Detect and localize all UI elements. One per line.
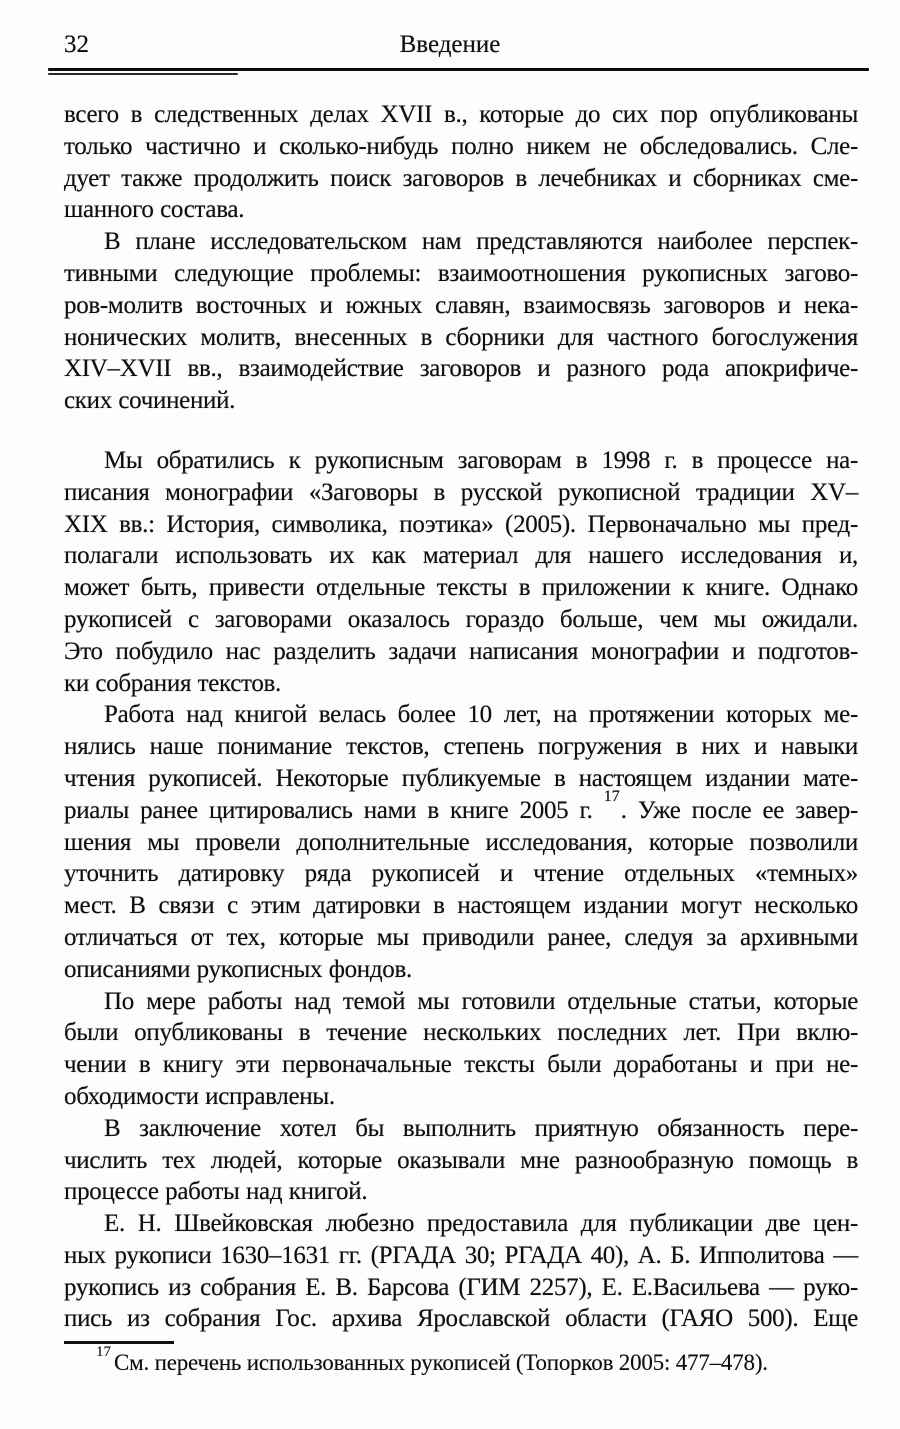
paragraph — [64, 226, 858, 417]
text-line: рукописей с заговорами оказалось гораздо больше, чем мы ожидали. — [64, 605, 858, 633]
footnote — [64, 1343, 858, 1378]
footnote-marker: 17 — [96, 1343, 111, 1360]
text-line: обходимости исправлены. — [64, 1082, 335, 1110]
text-line: писания монографии «Заговоры в русской рукописной традиции XV– — [64, 478, 858, 506]
text-line: XIX вв.: История, символика, поэтика» (2005). Первоначально мы пред- — [64, 510, 858, 538]
text-line: дует также продолжить поиск заговоров в лечебниках и сборниках сме- — [64, 164, 858, 192]
footnote-reference: 17 — [603, 788, 620, 806]
paragraph — [64, 1208, 858, 1335]
text-line: ских сочинений. — [64, 387, 236, 415]
page-number: 32 — [64, 31, 89, 58]
page-body — [64, 99, 858, 1378]
text-line: В заключение хотел бы выполнить приятную обязанность пере- — [104, 1114, 858, 1142]
text-line: чтения рукописей. Некоторые публикуемые в настоящем издании мате- — [64, 764, 858, 792]
text-line: полагали использовать их как материал для нашего исследования и, — [64, 542, 858, 570]
text-line: В плане исследовательском нам представляются наиболее перспек- — [104, 228, 858, 256]
paragraph — [64, 99, 858, 226]
paragraph — [64, 1113, 858, 1208]
text-line: ки собрания текстов. — [64, 669, 281, 697]
footnote-rule — [64, 1341, 174, 1344]
text-line: нялись наше понимание текстов, степень погружения в них и навыки — [64, 733, 858, 761]
paragraph — [64, 445, 858, 699]
text-line: только частично и сколько-нибудь полно никем не обследовались. Сле- — [64, 132, 858, 160]
text-line: Е. Н. Швейковская любезно предоставила для публикации две цен- — [104, 1210, 858, 1238]
text-line: рукопись из собрания Е. В. Барсова (ГИМ 2257), Е. Е.Васильева — руко- — [64, 1273, 858, 1301]
text-line: пись из собрания Гос. архива Ярославской области (ГАЯО 500). Еще — [64, 1305, 858, 1333]
paragraph — [64, 986, 858, 1113]
text-line: шения мы провели дополнительные исследования, которые позволили — [64, 828, 858, 856]
text-line: уточнить датировку ряда рукописей и чтение отдельных «темных» — [64, 860, 858, 888]
text-line: мест. В связи с этим датировки в настоящем издании могут несколько — [64, 892, 858, 920]
text-line: шанного состава. — [64, 196, 245, 224]
header-rule-ghost — [48, 73, 238, 75]
text-line: По мере работы над темой мы готовили отдельные статьи, которые — [104, 987, 858, 1015]
text-line: описаниями рукописных фондов. — [64, 955, 412, 983]
text-line: нонических молитв, внесенных в сборники для частного богослужения — [64, 323, 858, 351]
paragraph — [64, 699, 858, 985]
text-line: ров-молитв восточных и южных славян, взаимосвязь заговоров и нека- — [64, 291, 858, 319]
text-line: были опубликованы в течение нескольких последних лет. При вклю- — [64, 1019, 858, 1047]
running-title: Введение — [399, 31, 501, 58]
header-rule — [48, 68, 869, 71]
text-line: числить тех людей, которые оказывали мне разнообразную помощь в — [64, 1146, 858, 1174]
text-line: Работа над книгой велась более 10 лет, на протяжении которых ме- — [104, 701, 858, 729]
text-line: всего в следственных делах XVII в., которые до сих пор опубликованы — [64, 101, 858, 128]
text-line: риалы ранее цитировались нами в книге 2005 г. $^{17}$. Уже после ее завер- — [64, 788, 858, 824]
text-line: тивными следующие проблемы: взаимоотношения рукописных загово- — [64, 259, 858, 287]
text-line: ных рукописи 1630–1631 гг. (РГАДА 30; РГАДА 40), А. Б. Ипполитова — — [64, 1241, 858, 1269]
text-line: Это побудило нас разделить задачи написания монографии и подготов- — [64, 637, 858, 665]
footnote-text: См. перечень использованных рукописей (Топорков 2005: 477–478). — [114, 1350, 768, 1376]
text-line: может быть, привести отдельные тексты в приложении к книге. Однако — [64, 574, 858, 602]
text-line: чении в книгу эти первоначальные тексты были доработаны и при не- — [64, 1051, 858, 1079]
text-line: XIV–XVII вв., взаимодействие заговоров и разного рода апокрифиче- — [64, 355, 858, 383]
text-line: процессе работы над книгой. — [64, 1178, 368, 1206]
text-line: Мы обратились к рукописным заговорам в 1998 г. в процессе на- — [104, 446, 858, 474]
text-line: отличаться от тех, которые мы приводили ранее, следуя за архивными — [64, 923, 858, 951]
